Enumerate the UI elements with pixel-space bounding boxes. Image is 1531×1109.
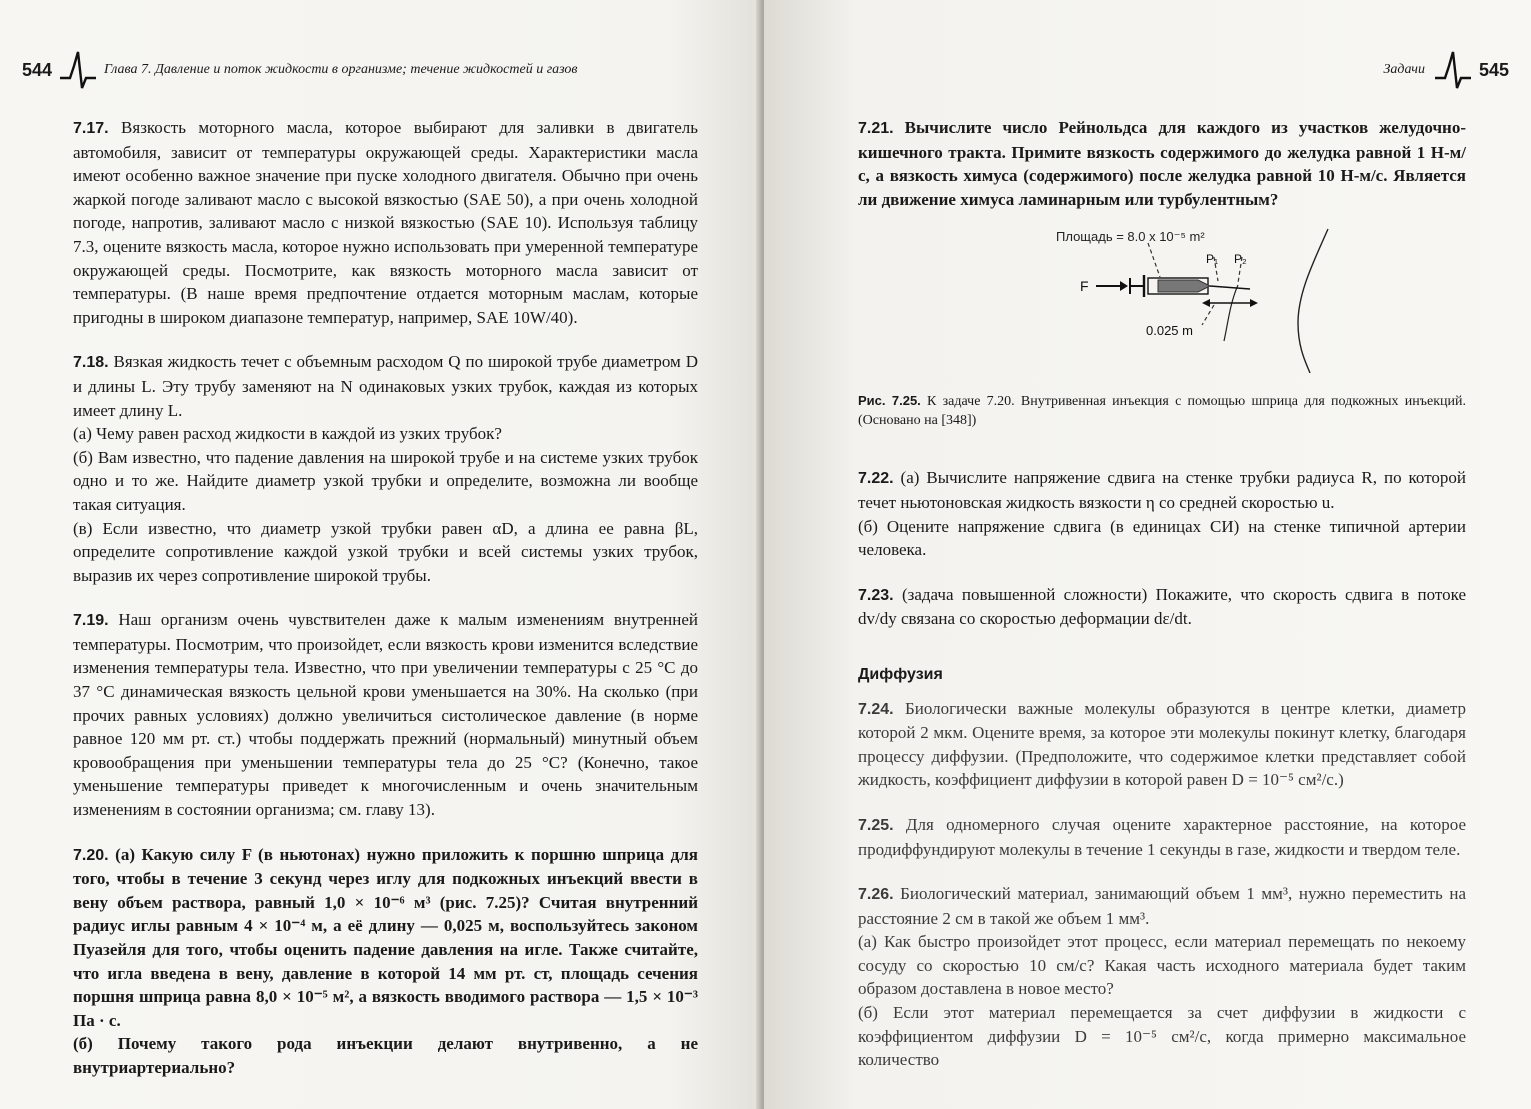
p1-label: P₁ (1206, 252, 1219, 267)
problem-part: (б) Если этот материал перемещается за счет диффузии в жидкости с коэффициентом диффузии D = 10⁻⁵ см²/с, когда примерно максимальное количество (858, 1003, 1466, 1070)
left-running-title: Глава 7. Давление и поток жидкости в организме; течение жидкостей и газов (104, 62, 578, 77)
caption-text: К задаче 7.20. Внутривенная инъекция с помощью шприца для подкожных инъекций. (Основано на [348]) (858, 394, 1467, 429)
right-running-title: Задачи (1383, 62, 1425, 77)
problem-text: Для одномерного случая оцените характерное расстояние, на которое продиффундируют молекулы в течение 1 секунды в газе, жидкости и твердом теле. (858, 814, 1467, 859)
problem-number: 7.25. (858, 816, 894, 834)
left-column (73, 116, 698, 1101)
syringe-figure (858, 223, 1466, 373)
problem-text: (а) Вычислите напряжение сдвига на стенке трубки радиуса R, по которой течет ньютоновская жидкость вязкости η со средней скоростью u. (858, 468, 1466, 512)
right-column (858, 116, 1466, 1093)
problem-number: 7.20. (73, 846, 109, 864)
problem-7-18 (73, 350, 698, 587)
problem-number: 7.22. (858, 470, 894, 488)
problem-number: 7.26. (858, 886, 894, 904)
problem-text: Биологический материал, занимающий объем 1 мм³, нужно переместить на расстояние 2 см в такой же объем 1 мм³. (858, 884, 1467, 928)
problem-7-19 (73, 608, 698, 821)
figure-caption (858, 391, 1466, 430)
problem-7-20 (73, 843, 698, 1080)
force-label: F (1080, 278, 1089, 295)
problem-part: (а) Как быстро произойдет этот процесс, если материал перемещать по некоему сосуду со скоростью 10 см/с? Какая часть исходного материала будет таким образом доставлена в новое место? (858, 932, 1466, 999)
problem-number: 7.24. (858, 700, 894, 718)
problem-number: 7.21. (858, 120, 894, 137)
problem-number: 7.23. (858, 586, 894, 604)
left-page (0, 0, 762, 1109)
caption-number: Рис. 7.25. (858, 393, 921, 409)
problem-text: Биологически важные молекулы образуются в центре клетки, диаметр которой 2 мкм. Оцените время, за которое эти молекулы покинут клетку, благодаря процессу диффузии. (Предположите, что содержимое клетки представляет собой жидкость, коэффициент диффузии в которой равен D = 10⁻⁵ см²/с.) (858, 698, 1466, 790)
problem-text: Вязкая жидкость течет с объемным расходом Q по широкой трубе диаметром D и длины L. Эту трубу заменяют на N одинаковых узких трубок, каждая из которых имеет длину L. (73, 352, 698, 420)
problem-part: (б) Вам известно, что падение давления на широкой трубе и на системе узких трубок одно и то же. Найдите диаметр узкой трубки и определите, возможна ли вообще такая ситуация. (73, 447, 698, 514)
right-page-number: 545 (1478, 59, 1509, 80)
length-label: 0.025 m (1146, 323, 1193, 339)
left-running-head (22, 48, 578, 92)
problem-text: Наш организм очень чувствителен даже к малым изменениям внутренней температуры. Посмотрим, что произойдет, если вязкость крови изменится вследствие изменения температуры тела. Известно, что при увеличении температуры с 25 °С до 37 °С динамическая вязкость цельной крови уменьшается на 30%. На сколько (при прочих равных условиях) должно увеличиться систолическое давление (в норме равное 120 мм рт. ст.) чтобы поддержать прежний (нормальный) минутный объем кровообращения при уменьшении температуры тела до 25 °С? (Конечно, такое уменьшение температуры приведет к многочисленным и очень значительным изменениям в состоянии организма; см. главу 13). (73, 610, 699, 820)
syringe-diagram (858, 223, 1466, 373)
heartbeat-icon (1435, 48, 1471, 92)
problem-part: (в) Если известно, что диаметр узкой трубки равен αD, а длина ее равна βL, определите сопротивление каждой узкой трубки и всей системы узких трубок, выразив их через сопротивление широкой трубы. (73, 518, 698, 585)
area-label: Площадь = 8.0 x 10⁻⁵ m² (1056, 229, 1205, 245)
problem-part: (а) Чему равен расход жидкости в каждой из узких трубок? (73, 424, 502, 444)
heartbeat-icon (60, 48, 96, 92)
problem-text: Вязкость моторного масла, которое выбирают для заливки в двигатель автомобиля, зависит от температуры окружающей среды. Характеристики масла имеют особенно важное значение при пуске холодного двигателя. Обычно при очень жаркой погоде заливают масло с высокой вязкостью (SAE 50), а при очень холодной погоде, напротив, заливают масло с низкой вязкостью (SAE 10). Используя таблицу 7.3, оцените вязкость масла, которое нужно использовать при умеренной температуре окружающей среды. Посмотрите, как вязкость моторного масла зависит от температуры. (В наше время предпочтение отдается моторным маслам, которые пригодны в широком диапазоне температур, например, SAE 10W/40). (73, 118, 699, 327)
problem-number: 7.18. (73, 354, 109, 372)
left-page-number: 544 (22, 59, 53, 80)
problem-7-21 (858, 116, 1466, 211)
problem-text: (задача повышенной сложности) Покажите, что скорость сдвига в потоке dv/dy связана со скоростью деформации dε/dt. (858, 584, 1466, 629)
p2-label: P₂ (1234, 252, 1247, 267)
problem-part: (б) Почему такого рода инъекции делают внутривенно, а не внутриартериально? (73, 1034, 698, 1077)
problem-part: (б) Оцените напряжение сдвига (в единицах СИ) на стенке типичной артерии человека. (858, 516, 1466, 560)
right-running-head (1383, 48, 1509, 92)
problem-7-22 (858, 466, 1466, 561)
problem-number: 7.17. (73, 120, 109, 137)
section-heading-diffusion: Диффузия (858, 665, 943, 683)
problem-7-25 (858, 813, 1466, 861)
problem-7-23 (858, 583, 1466, 631)
problem-7-24 (858, 697, 1466, 792)
problem-number: 7.19. (73, 612, 109, 630)
problem-text: Вычислите число Рейнольдса для каждого из участков желудочно-кишечного тракта. Примите вязкость содержимого до желудка равной 1 Н-м/с, а вязкость химуса (содержимого) после желудка равной 10 Н-м/с. Является ли движение химуса ламинарным или турбулентным? (858, 118, 1466, 209)
problem-text: (а) Какую силу F (в ньютонах) нужно приложить к поршню шприца для того, чтобы в течение 3 секунд через иглу для подкожных инъекций ввести в вену объем раствора, равный 1,0 × 10⁻⁶ м³ (рис. 7.25)? Считая внутренний радиус иглы равным 4 × 10⁻⁴ м, а её длину — 0,025 м, воспользуйтесь законом Пуазейля для того, чтобы оценить падение давления на игле. Также считайте, что игла введена в вену, давление в которой 14 мм рт. ст, площадь сечения поршня шприца равна 8,0 × 10⁻⁵ м², а вязкость вводимого раствора — 1,5 × 10⁻³ Па · с. (73, 844, 698, 1030)
problem-7-17 (73, 116, 698, 329)
problem-7-26 (858, 882, 1466, 1072)
